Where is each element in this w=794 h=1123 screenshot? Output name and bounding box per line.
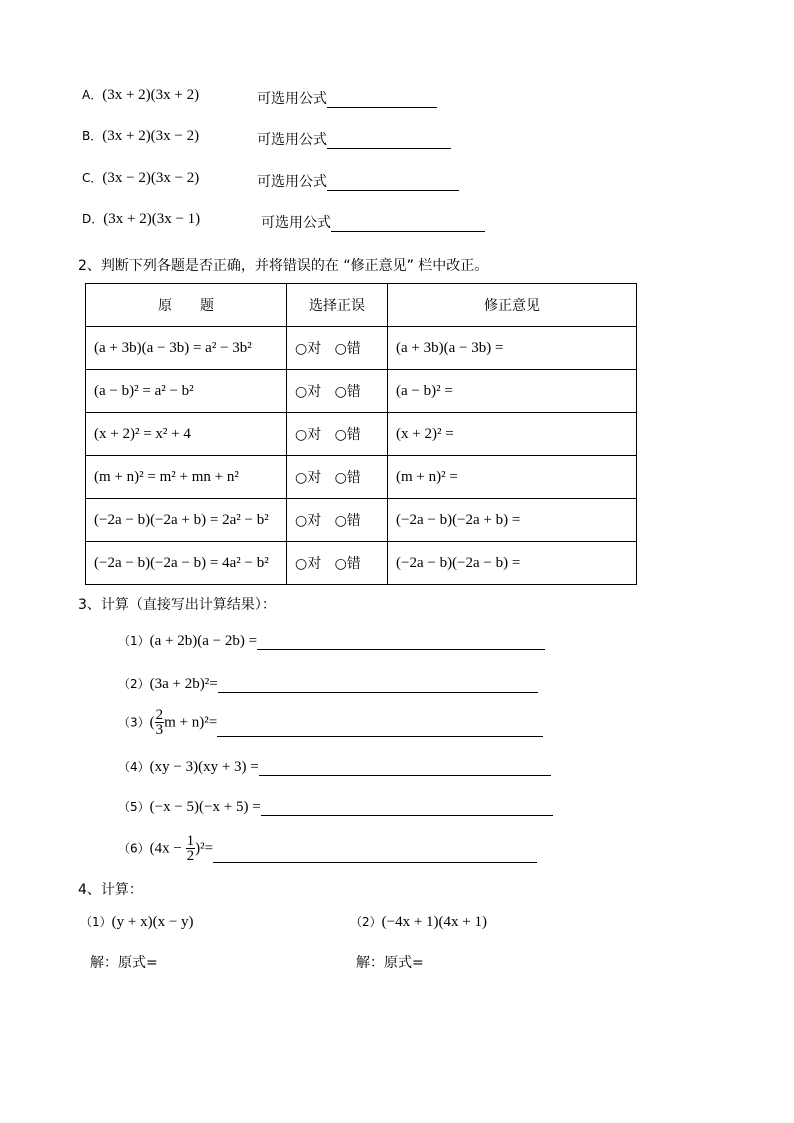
q3-item-2 <box>118 675 538 693</box>
option-expr: (3x − 2)(3x − 2) <box>102 170 200 186</box>
item-expr-post: m + n)²= <box>164 714 218 731</box>
item-number: （1） <box>118 634 150 648</box>
item-number: （2） <box>118 677 150 691</box>
option-expr: (3x + 2)(3x − 1) <box>103 211 201 227</box>
choice-right-radio[interactable]: ○对 <box>295 513 322 529</box>
item-number: （6） <box>118 841 150 856</box>
correction-expr[interactable]: (a − b)² = <box>388 370 637 413</box>
answer-blank[interactable] <box>327 93 437 108</box>
item-expr-post: )²= <box>195 840 214 857</box>
item-expr: (3a + 2b)²= <box>149 676 218 692</box>
q4-answer-1: 解：原式= <box>90 955 158 971</box>
table-row <box>86 413 637 456</box>
choice-cell <box>287 413 388 456</box>
fraction-denominator: 3 <box>155 722 164 738</box>
q1-formula-b <box>257 129 451 149</box>
option-expr: (3x + 2)(3x − 2) <box>102 128 200 144</box>
table-row <box>86 542 637 585</box>
item-expr: (y + x)(x − y) <box>111 914 194 930</box>
original-expr: (a + 3b)(a − 3b) = a² − 3b² <box>86 327 287 370</box>
table-row <box>86 370 637 413</box>
option-letter: B． <box>82 129 103 143</box>
choice-right-radio[interactable]: ○对 <box>295 341 322 357</box>
option-letter: C． <box>82 171 103 185</box>
choice-cell <box>287 499 388 542</box>
answer-blank[interactable] <box>218 678 538 693</box>
fraction-numerator: 2 <box>155 707 164 723</box>
q4-part-1 <box>80 913 194 931</box>
q1-formula-c <box>257 171 459 191</box>
q2-title: 2、判断下列各题是否正确，并将错误的在 “修正意见” 栏中改正。 <box>78 258 489 274</box>
fraction-numerator: 1 <box>186 833 195 849</box>
table-row <box>86 456 637 499</box>
answer-blank[interactable] <box>327 176 459 191</box>
choice-cell <box>287 370 388 413</box>
answer-blank[interactable] <box>217 722 543 737</box>
item-number: （4） <box>118 760 150 774</box>
correction-expr[interactable]: (−2a − b)(−2a + b) = <box>388 499 637 542</box>
q3-item-3 <box>118 708 543 737</box>
original-expr: (a − b)² = a² − b² <box>86 370 287 413</box>
choice-wrong-radio[interactable]: ○错 <box>334 384 361 400</box>
q3-item-1 <box>118 632 545 650</box>
item-number: （5） <box>118 800 150 814</box>
answer-blank[interactable] <box>259 761 551 776</box>
choice-wrong-radio[interactable]: ○错 <box>334 427 361 443</box>
option-expr: (3x + 2)(3x + 2) <box>102 87 200 103</box>
answer-blank[interactable] <box>261 801 553 816</box>
table-row <box>86 327 637 370</box>
q3-item-4 <box>118 758 551 776</box>
choice-wrong-radio[interactable]: ○错 <box>334 556 361 572</box>
q1-formula-d <box>261 212 485 232</box>
judgement-table <box>85 283 637 585</box>
choice-right-radio[interactable]: ○对 <box>295 384 322 400</box>
item-number: （3） <box>118 715 150 730</box>
fraction <box>186 834 196 863</box>
item-number: （1） <box>80 915 112 929</box>
original-expr: (−2a − b)(−2a + b) = 2a² − b² <box>86 499 287 542</box>
item-expr-pre: (4x − <box>149 840 186 857</box>
formula-label: 可选用公式 <box>257 174 327 190</box>
table-header <box>86 284 637 327</box>
formula-label: 可选用公式 <box>257 132 327 148</box>
choice-right-radio[interactable]: ○对 <box>295 556 322 572</box>
option-letter: A． <box>82 88 103 102</box>
option-letter: D． <box>82 212 104 226</box>
table-row <box>86 499 637 542</box>
correction-expr[interactable]: (−2a − b)(−2a − b) = <box>388 542 637 585</box>
header-choice: 选择正误 <box>287 284 388 327</box>
header-original: 原 题 <box>86 284 287 327</box>
original-expr: (x + 2)² = x² + 4 <box>86 413 287 456</box>
choice-cell <box>287 456 388 499</box>
item-expr: (a + 2b)(a − 2b) = <box>149 633 258 649</box>
item-number: （2） <box>350 915 382 929</box>
answer-blank[interactable] <box>331 217 485 232</box>
choice-right-radio[interactable]: ○对 <box>295 470 322 486</box>
fraction-denominator: 2 <box>186 848 195 864</box>
q4-answer-2: 解：原式= <box>356 955 424 971</box>
header-correction: 修正意见 <box>388 284 637 327</box>
original-expr: (−2a − b)(−2a − b) = 4a² − b² <box>86 542 287 585</box>
choice-right-radio[interactable]: ○对 <box>295 427 322 443</box>
correction-expr[interactable]: (x + 2)² = <box>388 413 637 456</box>
formula-label: 可选用公式 <box>257 91 327 107</box>
answer-blank[interactable] <box>213 848 537 863</box>
q3-item-6 <box>118 834 537 863</box>
correction-expr[interactable]: (m + n)² = <box>388 456 637 499</box>
q1-option-b <box>82 127 199 145</box>
formula-label: 可选用公式 <box>261 215 331 231</box>
choice-cell <box>287 327 388 370</box>
choice-wrong-radio[interactable]: ○错 <box>334 470 361 486</box>
choice-wrong-radio[interactable]: ○错 <box>334 513 361 529</box>
answer-blank[interactable] <box>327 134 451 149</box>
q1-option-a <box>82 86 199 104</box>
q3-title: 3、计算（直接写出计算结果）： <box>78 597 276 613</box>
fraction <box>155 708 165 737</box>
q4-part-2 <box>350 913 487 931</box>
item-expr-pre: ( <box>149 714 155 731</box>
item-expr: (−x − 5)(−x + 5) = <box>149 799 261 815</box>
q4-title: 4、计算： <box>78 882 143 898</box>
q3-item-5 <box>118 798 553 816</box>
answer-blank[interactable] <box>257 635 545 650</box>
choice-wrong-radio[interactable]: ○错 <box>334 341 361 357</box>
item-expr: (−4x + 1)(4x + 1) <box>381 914 487 930</box>
correction-expr[interactable]: (a + 3b)(a − 3b) = <box>388 327 637 370</box>
choice-cell <box>287 542 388 585</box>
q1-option-d <box>82 210 200 228</box>
q1-formula-a <box>257 88 437 108</box>
q1-option-c <box>82 169 199 187</box>
item-expr: (xy − 3)(xy + 3) = <box>149 759 259 775</box>
original-expr: (m + n)² = m² + mn + n² <box>86 456 287 499</box>
